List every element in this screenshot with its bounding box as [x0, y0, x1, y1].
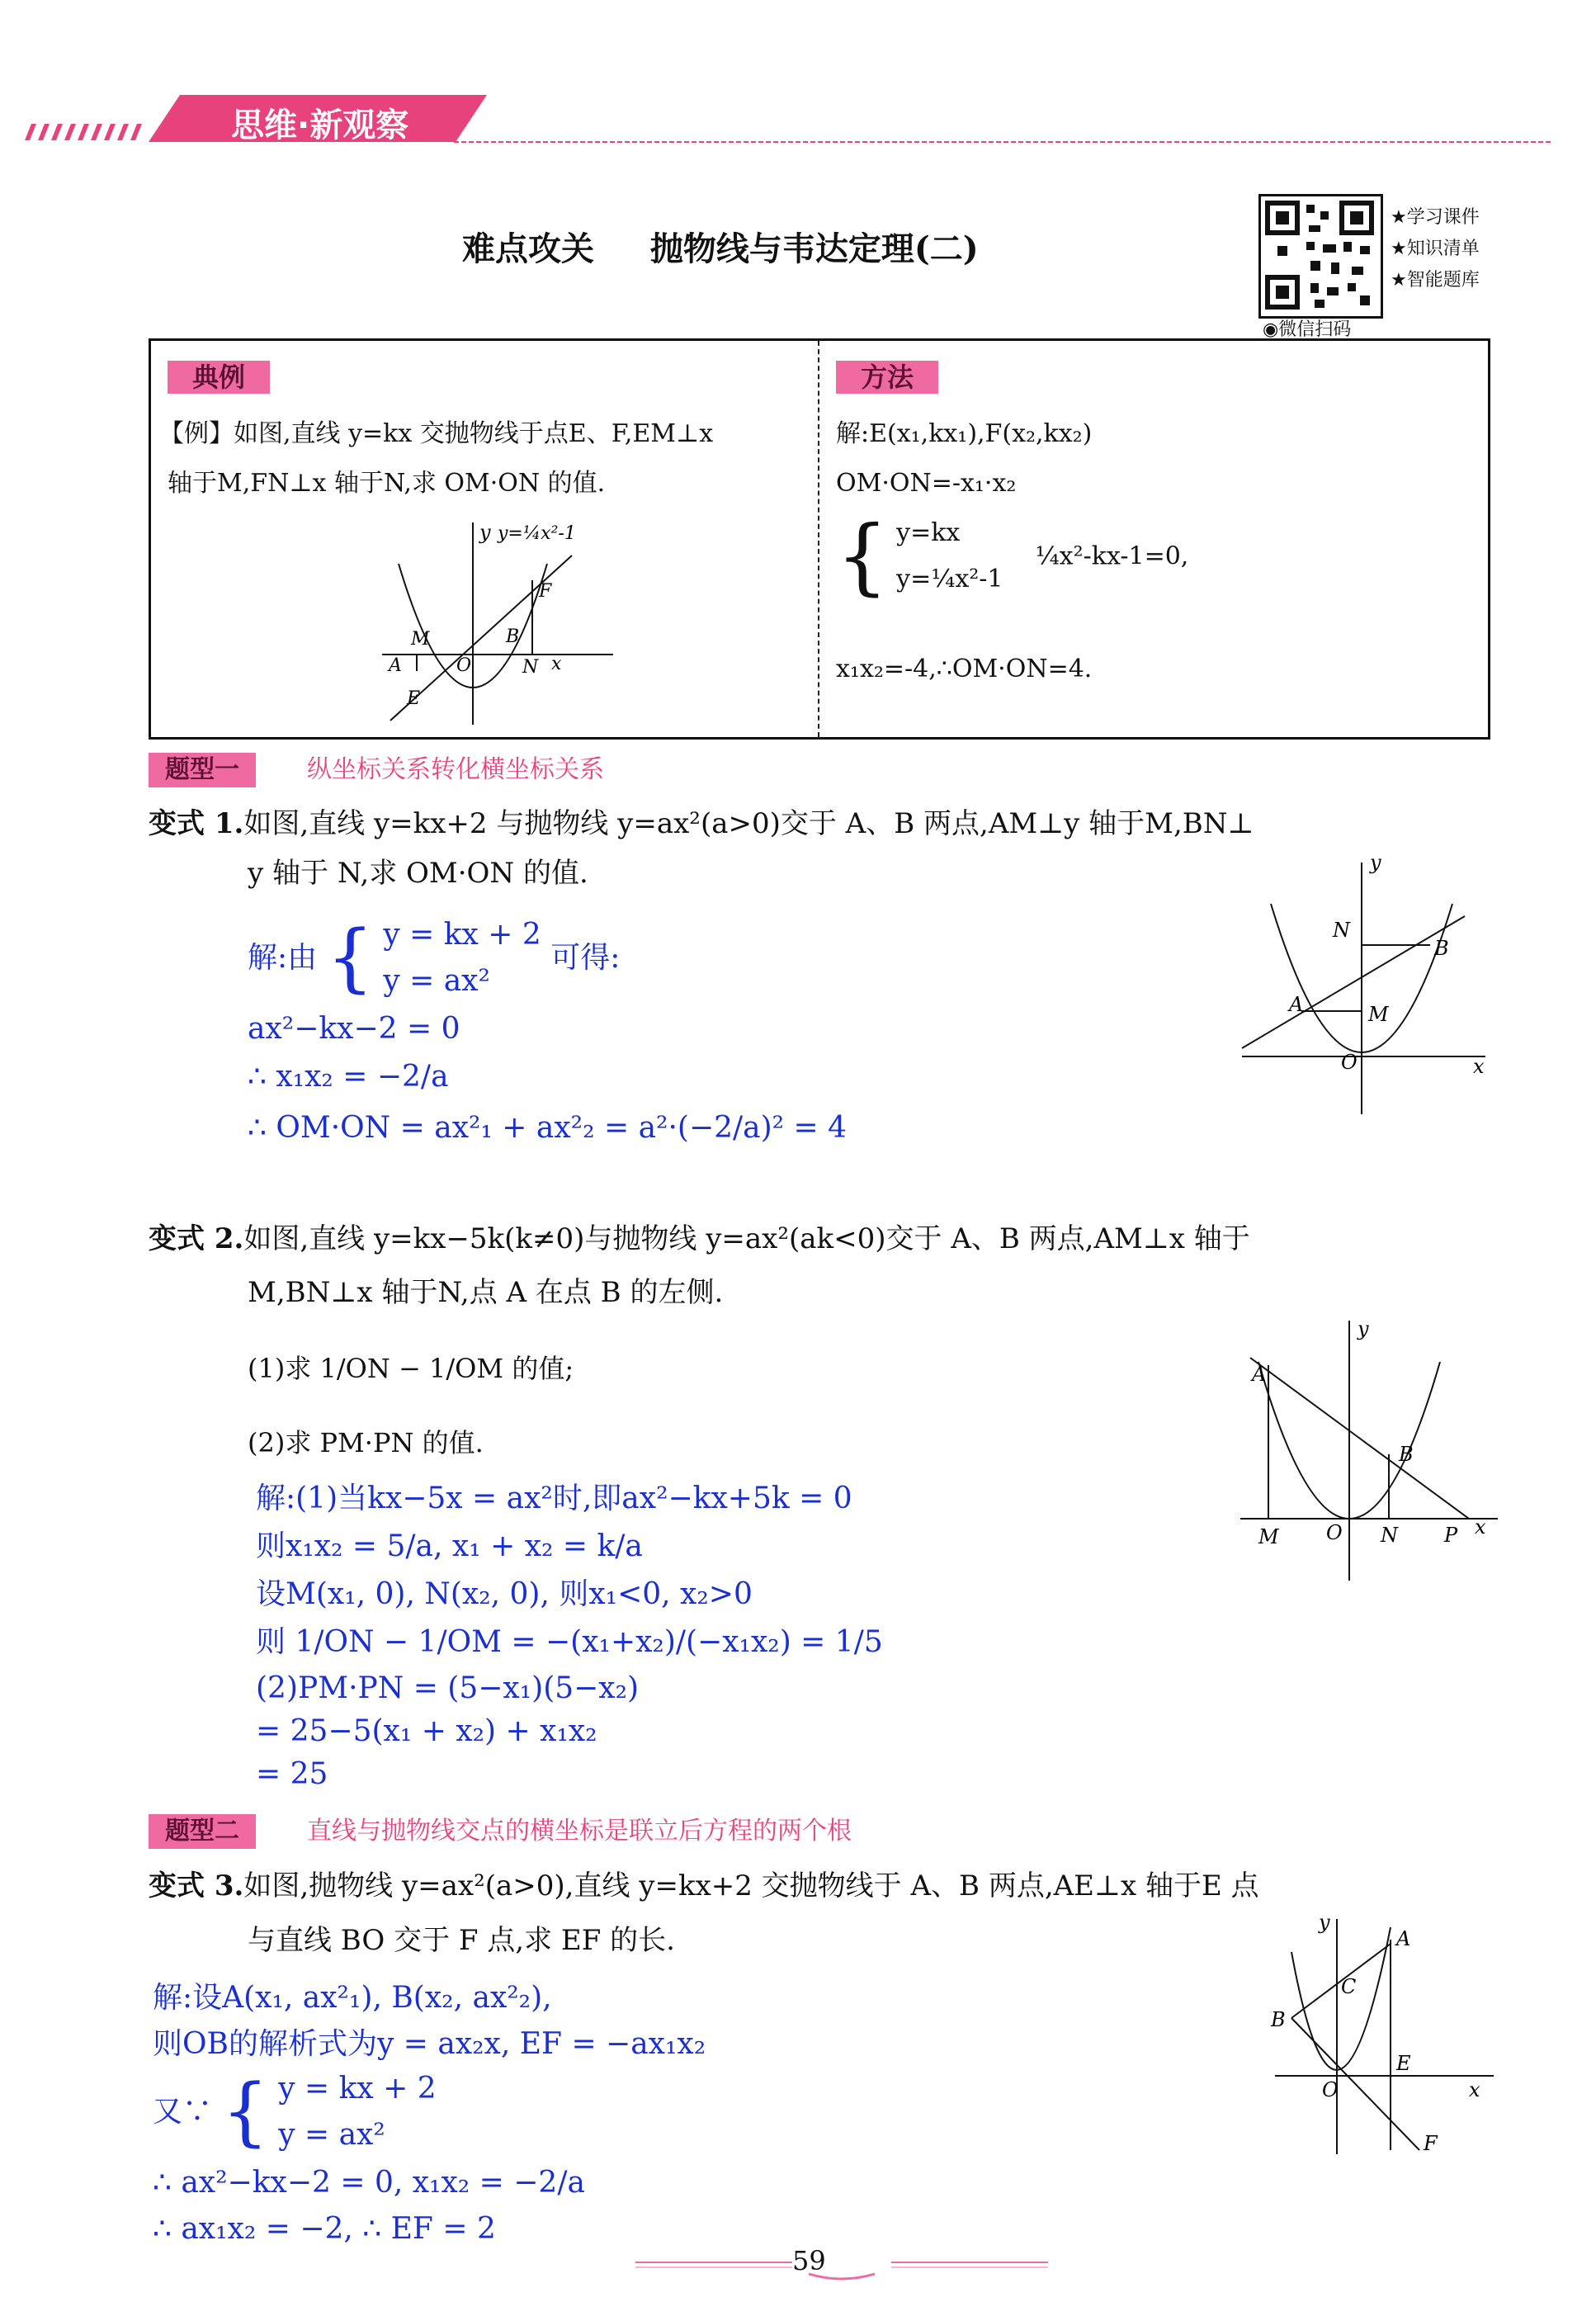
qr-code[interactable] [1258, 194, 1383, 319]
v2-figure [1234, 1312, 1506, 1585]
fig-label: C [1341, 1975, 1357, 1998]
fig-label: A [1289, 993, 1304, 1016]
fig-label: B [1399, 1443, 1414, 1466]
example-tag: 典例 [168, 361, 270, 394]
v2-q2: (2)求 PM·PN 的值. [248, 1427, 484, 1458]
fig-label: y [1370, 854, 1381, 874]
method-system: { y=kx y=¼x²-1 ¼x²-kx-1=0, [836, 508, 1189, 604]
fig-eq: y=¼x²-1 [498, 523, 576, 544]
page-number-decoration [635, 2249, 1048, 2282]
page-number: 59 [792, 2245, 826, 2276]
v1-line-1: 如图,直线 y=kx+2 与抛物线 y=ax²(a>0)交于 A、B 两点,AM⊥y 轴于M,BN⊥ [243, 807, 1254, 840]
v2-question [149, 1220, 1250, 1258]
example-line-1: 【例】如图,直线 y=kx 交抛物线于点E、F,EM⊥x [159, 419, 714, 448]
fig-label: x [551, 654, 562, 674]
v3-answer [153, 1977, 706, 2251]
v2-line-1: 如图,直线 y=kx−5k(k≠0)与抛物线 y=ax²(ak<0)交于 A、B 两点,AM⊥x 轴于 [243, 1222, 1250, 1255]
fig-label: x [1469, 2078, 1480, 2101]
v2-ans-line: 则x₁x₂ = 5/a, x₁ + x₂ = k/a [256, 1529, 643, 1563]
v3-ans-line: 解:设A(x₁, ax²₁), B(x₂, ax²₂), [153, 1981, 552, 2015]
fig-label: y [1319, 1911, 1330, 1934]
example-box [149, 338, 1490, 740]
fig-label: F [539, 581, 552, 602]
fig-label: A [389, 655, 402, 676]
v2-line-2: M,BN⊥x 轴于N,点 A 在点 B 的左侧. [248, 1276, 724, 1309]
v2-ans-line: 设M(x₁, 0), N(x₂, 0), 则x₁<0, x₂>0 [256, 1577, 753, 1611]
v2-ans-line: = 25 [256, 1757, 328, 1791]
method-line-1: 解:E(x₁,kx₁),F(x₂,kx₂) [836, 419, 1093, 448]
fig-label: N [1333, 919, 1350, 942]
fig-label: A [1396, 1927, 1411, 1950]
v3-line-1: 如图,抛物线 y=ax²(a>0),直线 y=kx+2 交抛物线于 A、B 两点,AE⊥x 轴于E 点 [243, 1869, 1259, 1902]
v3-ans-line: ∴ ax²−kx−2 = 0, x₁x₂ = −2/a [153, 2166, 585, 2200]
v2-answer [256, 1477, 883, 1796]
fig-label: y [1358, 1317, 1369, 1340]
qr-code-icon [1261, 196, 1381, 316]
fig-label: P [1444, 1524, 1458, 1547]
fig-label: x [1473, 1055, 1485, 1078]
fig-label: B [506, 626, 520, 647]
fig-label: N [1381, 1524, 1398, 1547]
method-sys-1: y=kx [896, 518, 961, 547]
qr-item: ★知识清单 [1391, 239, 1480, 259]
v1-ans-line: ax²−kx−2 = 0 [248, 1012, 460, 1046]
title-main: 难点攻关 [462, 229, 594, 268]
method-sys-2: y=¼x²-1 [896, 565, 1003, 593]
type2-tag: 题型二 [149, 1814, 256, 1849]
fig-label: O [1322, 2078, 1339, 2101]
v1-answer [248, 912, 847, 1150]
v2-q1: (1)求 1/ON − 1/OM 的值; [248, 1353, 574, 1384]
fig-label: E [1396, 2052, 1411, 2075]
fig-label: O [1326, 1521, 1343, 1544]
v1-ans-system: 解:由 { y = kx + 2 y = ax² 可得: [248, 915, 621, 1001]
v3-ans-line: ∴ ax₁x₂ = −2, ∴ EF = 2 [153, 2212, 496, 2246]
method-tag: 方法 [836, 361, 938, 394]
fig-label: x [1475, 1515, 1486, 1538]
v3-ans-system: 又∵ { y = kx + 2 y = ax² [153, 2068, 437, 2155]
v2-ans-line: 则 1/ON − 1/OM = −(x₁+x₂)/(−x₁x₂) = 1/5 [256, 1625, 883, 1659]
fig-label: y [479, 521, 491, 544]
v3-figure [1246, 1911, 1502, 2158]
type2-title: 直线与抛物线交点的横坐标是联立后方程的两个根 [307, 1817, 852, 1846]
fig-label: E [407, 688, 421, 709]
v2-ans-line: (2)PM·PN = (5−x₁)(5−x₂) [256, 1671, 640, 1705]
type1-tag: 题型一 [149, 753, 256, 787]
fig-label: M [1258, 1525, 1279, 1548]
v2-ans-line: 解:(1)当kx−5x = ax²时,即ax²−kx+5k = 0 [256, 1482, 852, 1515]
method-line-end: x₁x₂=-4,∴OM·ON=4. [836, 655, 1093, 683]
v3-question [149, 1867, 1259, 1905]
example-figure [374, 514, 621, 729]
fig-label: M [411, 629, 430, 650]
v3-ans-line: 则OB的解析式为y = ax₂x, EF = −ax₁x₂ [153, 2027, 706, 2061]
v1-ans-line: ∴ OM·ON = ax²₁ + ax²₂ = a²·(−2/a)² = 4 [248, 1111, 848, 1145]
method-line-2: OM·ON=-x₁·x₂ [836, 469, 1017, 498]
example-line-2: 轴于M,FN⊥x 轴于N,求 OM·ON 的值. [168, 469, 606, 498]
v3-line-2: 与直线 BO 交于 F 点,求 EF 的长. [248, 1924, 675, 1957]
header-bar [25, 91, 1551, 149]
qr-feature-list [1391, 202, 1480, 296]
header-label: 思维·新观察 [231, 106, 409, 144]
fig-label: A [1252, 1363, 1267, 1386]
qr-scan-label: ◉微信扫码 [1263, 319, 1352, 340]
fig-label: B [1434, 937, 1449, 960]
v3-label: 变式 3. [149, 1869, 244, 1902]
eye-icon: ◉ [1263, 319, 1279, 340]
example-divider [818, 341, 819, 737]
qr-item: ★智能题库 [1391, 270, 1480, 291]
qr-item: ★学习课件 [1391, 207, 1480, 228]
fig-label: O [1341, 1051, 1358, 1074]
v2-ans-line: = 25−5(x₁ + x₂) + x₁x₂ [256, 1714, 597, 1748]
fig-label: N [522, 657, 539, 678]
v1-ans-line: ∴ x₁x₂ = −2/a [248, 1060, 449, 1094]
type1-title: 纵坐标关系转化横坐标关系 [307, 755, 604, 784]
title-sub: 抛物线与韦达定理(二) [649, 229, 979, 268]
page-title [462, 223, 979, 270]
v2-label: 变式 2. [149, 1222, 244, 1255]
fig-label: F [1424, 2132, 1438, 2155]
fig-label: M [1368, 1003, 1389, 1026]
v1-figure [1238, 854, 1502, 1118]
method-result-eq: ¼x²-kx-1=0, [1035, 541, 1189, 571]
fig-label: B [1271, 2008, 1286, 2031]
fig-label: O [456, 655, 472, 676]
v1-label: 变式 1. [149, 807, 244, 840]
v1-question [149, 805, 1254, 843]
v1-line-2: y 轴于 N,求 OM·ON 的值. [248, 857, 588, 890]
